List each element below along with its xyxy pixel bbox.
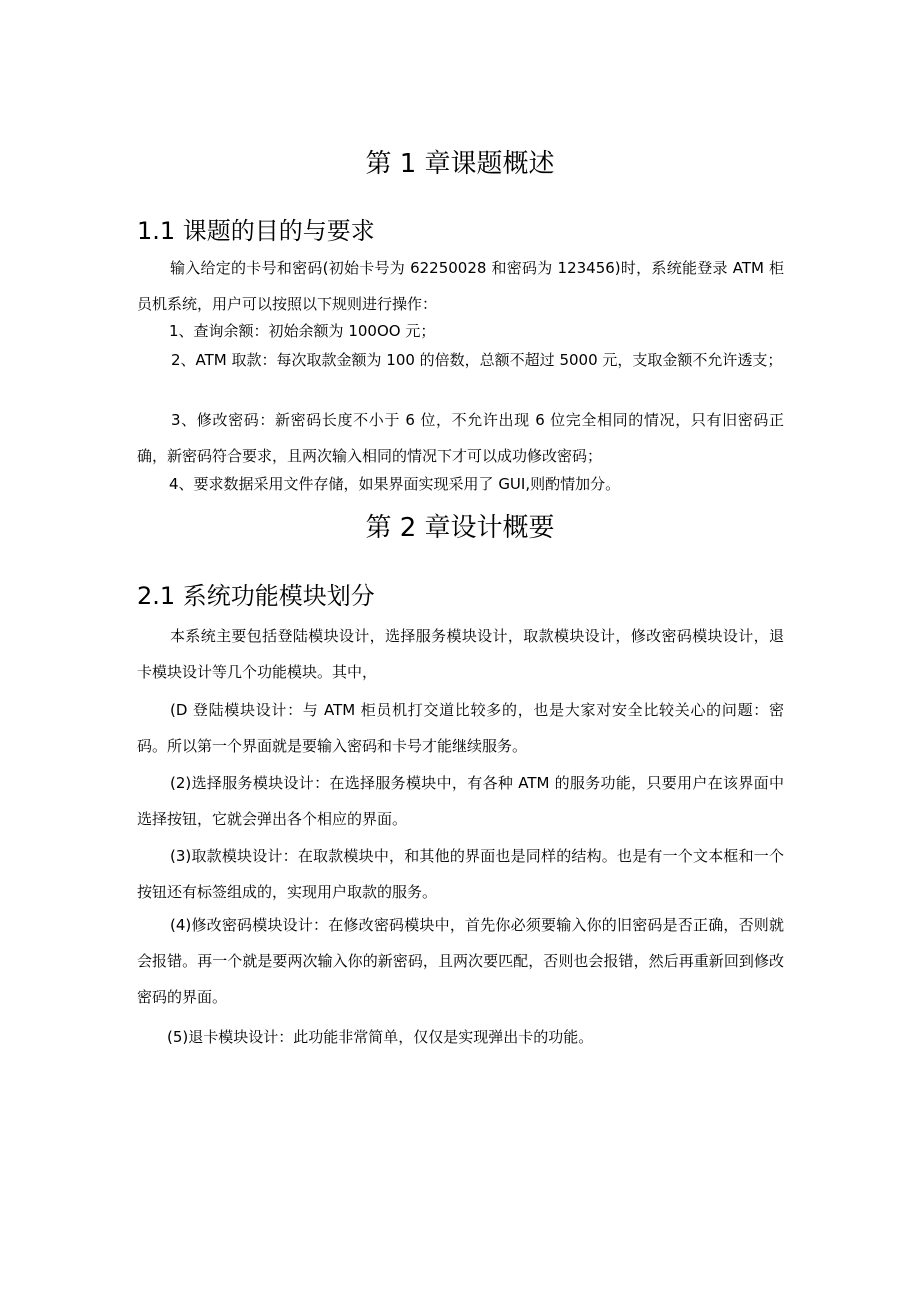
requirement-item-2: 2、ATM 取款：每次取款金额为 100 的倍数，总额不超过 5000 元，支取金额不允许透支； [171, 351, 783, 369]
module-withdraw: (3)取款模块设计：在取款模块中，和其他的界面也是同样的结构。也是有一个文本框和一个按钮还有标签组成的，实现用户取款的服务。 [137, 847, 784, 901]
section-1-1-title: 1.1 课题的目的与要求 [137, 217, 375, 245]
module-eject-card: (5)退卡模块设计：此功能非常简单，仅仅是实现弹出卡的功能。 [167, 1028, 594, 1046]
section-2-1-intro: 本系统主要包括登陆模块设计，选择服务模块设计，取款模块设计，修改密码模块设计，退卡模块设计等几个功能模块。其中， [137, 627, 784, 681]
module-login: (D 登陆模块设计：与 ATM 柜员机打交道比较多的，也是大家对安全比较关心的问题：密码。所以第一个界面就是要输入密码和卡号才能继续服务。 [137, 701, 784, 755]
requirement-item-4: 4、要求数据采用文件存储，如果界面实现采用了 GUI,则酌情加分。 [169, 475, 621, 493]
requirement-item-3: 3、修改密码：新密码长度不小于 6 位，不允许出现 6 位完全相同的情况，只有旧密码正确，新密码符合要求，且两次输入相同的情况下才可以成功修改密码； [137, 411, 784, 465]
chapter-1-title: 第 1 章课题概述 [365, 149, 555, 179]
chapter-2-title: 第 2 章设计概要 [365, 513, 555, 543]
section-2-1-title: 2.1 系统功能模块划分 [137, 582, 375, 610]
module-change-password: (4)修改密码模块设计：在修改密码模块中，首先你必须要输入你的旧密码是否正确，否则就会报错。再一个就是要两次输入你的新密码，且两次要匹配，否则也会报错，然后再重新回到修改密码的界面。 [137, 916, 784, 1006]
requirement-item-1: 1、查询余额：初始余额为 100OO 元； [169, 322, 436, 340]
module-select-service: (2)选择服务模块设计：在选择服务模块中，有各种 ATM 的服务功能，只要用户在该界面中选择按钮，它就会弹出各个相应的界面。 [137, 774, 784, 828]
section-1-1-intro: 输入给定的卡号和密码(初始卡号为 62250028 和密码为 123456)时，系统能登录 ATM 柜员机系统，用户可以按照以下规则进行操作： [137, 259, 784, 313]
